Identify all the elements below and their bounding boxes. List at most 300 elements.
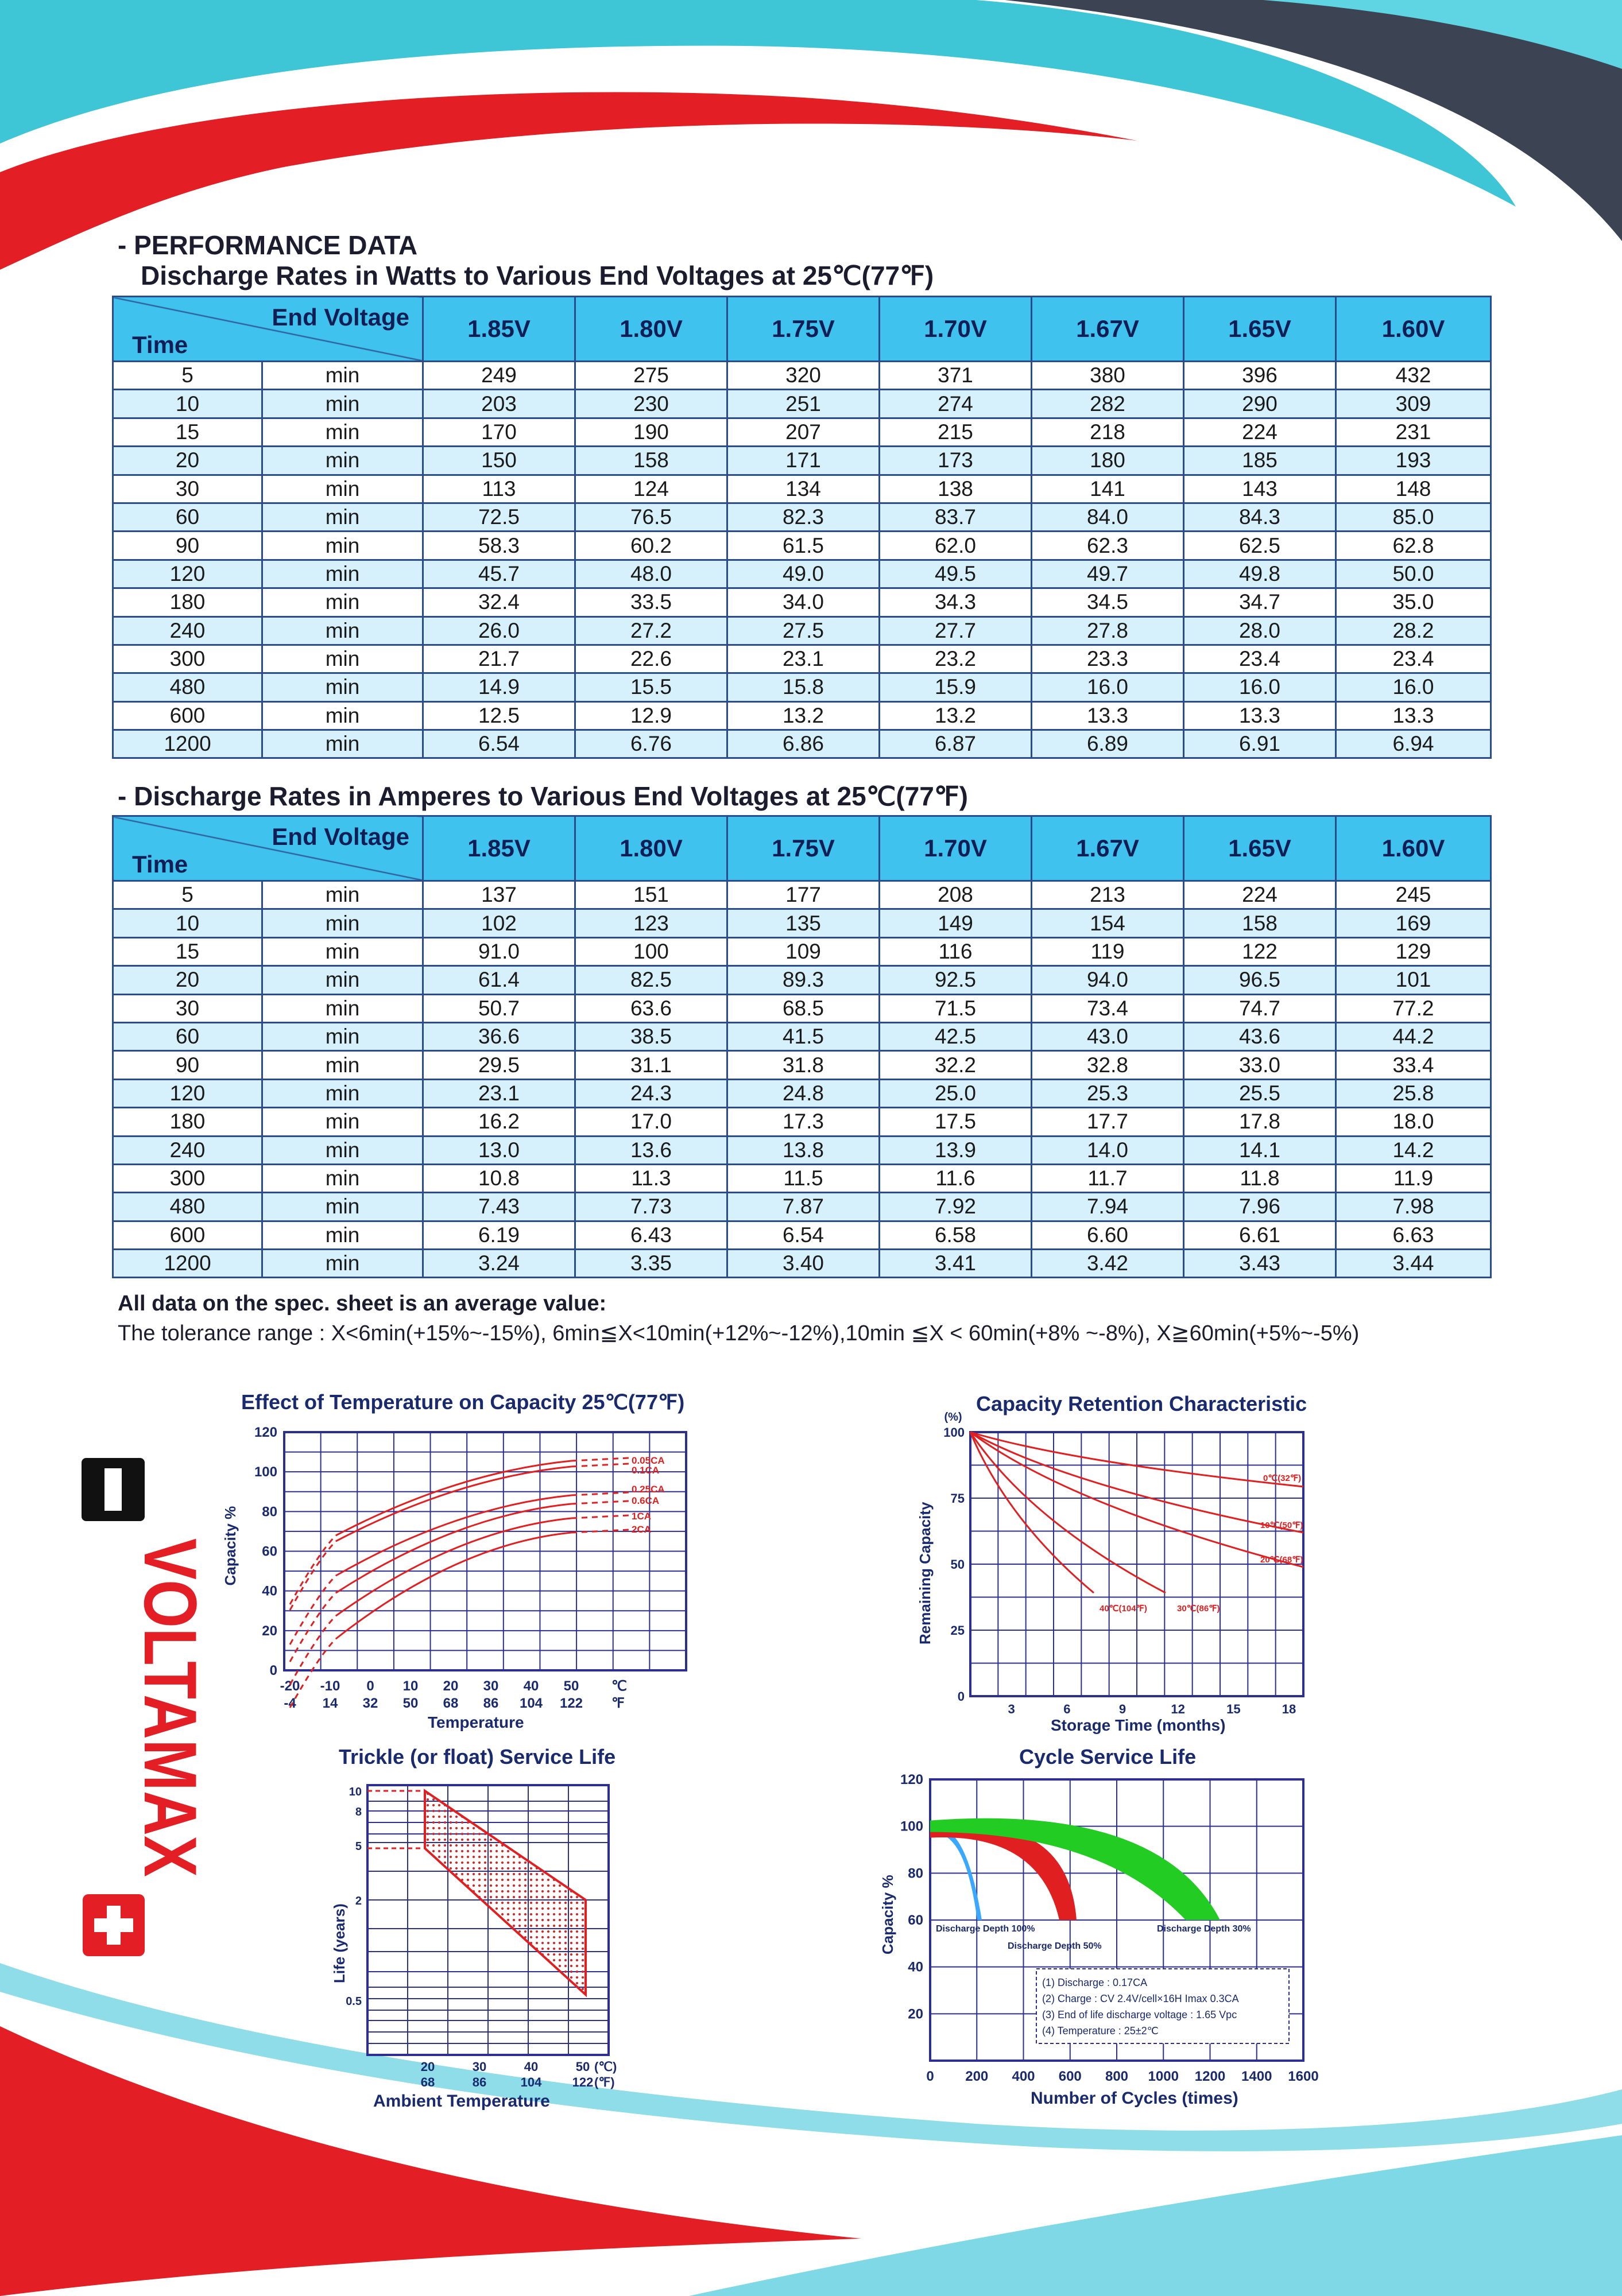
curve-label: 30℃(86℉) bbox=[1177, 1604, 1220, 1614]
value-cell: 10.8 bbox=[423, 1164, 575, 1192]
value-cell: 49.8 bbox=[1184, 560, 1336, 588]
table-row bbox=[113, 362, 1491, 390]
condition-text: (3) End of life discharge voltage : 1.65 Vpc bbox=[1042, 2009, 1237, 2020]
value-cell: 371 bbox=[880, 362, 1032, 390]
brand-name: VOLTAMAX bbox=[129, 1538, 212, 1946]
value-cell: 27.7 bbox=[880, 616, 1032, 645]
tick-label: 25 bbox=[950, 1623, 965, 1638]
tick-label: 86 bbox=[483, 1696, 499, 1711]
value-cell: 32.2 bbox=[880, 1051, 1032, 1079]
value-cell: 91.0 bbox=[423, 937, 575, 965]
tick-label: 5 bbox=[355, 1840, 362, 1853]
value-cell: 43.0 bbox=[1032, 1022, 1184, 1050]
value-cell: 6.89 bbox=[1032, 730, 1184, 758]
value-cell: 50.7 bbox=[423, 994, 575, 1022]
value-cell: 14.9 bbox=[423, 673, 575, 701]
value-cell: 208 bbox=[880, 881, 1032, 909]
tick-label: 0 bbox=[957, 1689, 965, 1704]
value-cell: 27.2 bbox=[575, 616, 727, 645]
depth-label: Discharge Depth 30% bbox=[1157, 1924, 1251, 1934]
value-cell: 28.2 bbox=[1336, 616, 1491, 645]
tick-label: 60 bbox=[908, 1913, 923, 1928]
unit-cell: min bbox=[262, 730, 423, 758]
curve-line bbox=[571, 1464, 629, 1467]
time-cell: 120 bbox=[113, 560, 262, 588]
tick-label: 50 bbox=[575, 2060, 590, 2074]
value-cell: 11.7 bbox=[1032, 1164, 1184, 1192]
tick-label: 20 bbox=[262, 1623, 277, 1639]
unit-cell: min bbox=[262, 1079, 423, 1107]
unit-cell: min bbox=[262, 560, 423, 588]
value-cell: 17.8 bbox=[1184, 1108, 1336, 1136]
value-cell: 96.5 bbox=[1184, 966, 1336, 994]
cycle-curve-100 bbox=[930, 1829, 982, 1920]
tick-label: 40 bbox=[523, 1678, 539, 1694]
value-cell: 62.5 bbox=[1184, 532, 1336, 560]
amps-heading: - Discharge Rates in Amperes to Various End Voltages at 25℃(77℉) bbox=[118, 781, 968, 811]
temperature-chart-title: Effect of Temperature on Capacity 25℃(77℉) bbox=[241, 1390, 685, 1414]
value-cell: 12.9 bbox=[575, 701, 727, 730]
table-row bbox=[113, 1136, 1491, 1164]
value-cell: 6.87 bbox=[880, 730, 1032, 758]
value-cell: 215 bbox=[880, 418, 1032, 446]
value-cell: 17.7 bbox=[1032, 1108, 1184, 1136]
value-cell: 42.5 bbox=[880, 1022, 1032, 1050]
value-cell: 137 bbox=[423, 881, 575, 909]
retention-chart-title: Capacity Retention Characteristic bbox=[976, 1392, 1307, 1415]
unit-cell: min bbox=[262, 616, 423, 645]
value-cell: 13.3 bbox=[1032, 701, 1184, 730]
unit-cell: min bbox=[262, 1136, 423, 1164]
average-note: All data on the spec. sheet is an average value: bbox=[118, 1292, 607, 1316]
value-cell: 6.19 bbox=[423, 1221, 575, 1249]
value-cell: 13.6 bbox=[575, 1136, 727, 1164]
value-cell: 22.6 bbox=[575, 645, 727, 673]
value-cell: 24.8 bbox=[727, 1079, 880, 1107]
axis-label: Capacity % bbox=[879, 1875, 896, 1954]
watts-table bbox=[112, 296, 1492, 759]
cycle-chart bbox=[861, 1768, 1338, 2118]
value-cell: 6.58 bbox=[880, 1221, 1032, 1249]
value-cell: 3.44 bbox=[1336, 1250, 1491, 1278]
unit-cell: min bbox=[262, 994, 423, 1022]
value-cell: 7.73 bbox=[575, 1193, 727, 1221]
table-row bbox=[113, 588, 1491, 616]
value-cell: 380 bbox=[1032, 362, 1184, 390]
unit-cell: min bbox=[262, 1022, 423, 1050]
value-cell: 41.5 bbox=[727, 1022, 880, 1050]
value-cell: 6.86 bbox=[727, 730, 880, 758]
cycle-chart-title: Cycle Service Life bbox=[1019, 1745, 1197, 1768]
unit-label: (%) bbox=[944, 1411, 962, 1424]
curve-label: 0.1CA bbox=[632, 1465, 660, 1476]
tick-label: 32 bbox=[362, 1696, 378, 1711]
depth-label: Discharge Depth 100% bbox=[936, 1924, 1035, 1934]
value-cell: 13.3 bbox=[1184, 701, 1336, 730]
time-cell: 600 bbox=[113, 1221, 262, 1249]
condition-text: (4) Temperature : 25±2℃ bbox=[1042, 2025, 1159, 2037]
value-cell: 180 bbox=[1032, 447, 1184, 475]
unit-cell: min bbox=[262, 1250, 423, 1278]
tick-label: 122 bbox=[572, 2075, 594, 2089]
unit-cell: min bbox=[262, 418, 423, 446]
value-cell: 7.98 bbox=[1336, 1193, 1491, 1221]
value-cell: 6.61 bbox=[1184, 1221, 1336, 1249]
value-cell: 14.1 bbox=[1184, 1136, 1336, 1164]
value-cell: 23.4 bbox=[1184, 645, 1336, 673]
voltage-header: 1.67V bbox=[1032, 816, 1184, 881]
value-cell: 6.54 bbox=[423, 730, 575, 758]
value-cell: 100 bbox=[575, 937, 727, 965]
value-cell: 50.0 bbox=[1336, 560, 1491, 588]
time-cell: 30 bbox=[113, 994, 262, 1022]
value-cell: 13.8 bbox=[727, 1136, 880, 1164]
unit-cell: min bbox=[262, 701, 423, 730]
axis-label: Life (years) bbox=[331, 1903, 348, 1983]
tick-label: 600 bbox=[1058, 2069, 1082, 2084]
value-cell: 16.0 bbox=[1184, 673, 1336, 701]
value-cell: 84.3 bbox=[1184, 503, 1336, 531]
value-cell: 134 bbox=[727, 475, 880, 503]
performance-heading: - PERFORMANCE DATA bbox=[118, 230, 418, 260]
time-cell: 60 bbox=[113, 1022, 262, 1050]
value-cell: 3.41 bbox=[880, 1250, 1032, 1278]
voltage-header: 1.70V bbox=[880, 816, 1032, 881]
tick-label: 50 bbox=[402, 1696, 419, 1711]
tick-label: 80 bbox=[908, 1865, 923, 1882]
value-cell: 23.3 bbox=[1032, 645, 1184, 673]
time-cell: 15 bbox=[113, 937, 262, 965]
time-cell: 20 bbox=[113, 447, 262, 475]
tick-label: 30 bbox=[472, 2060, 487, 2074]
value-cell: 224 bbox=[1184, 418, 1336, 446]
value-cell: 45.7 bbox=[423, 560, 575, 588]
value-cell: 6.60 bbox=[1032, 1221, 1184, 1249]
value-cell: 28.0 bbox=[1184, 616, 1336, 645]
value-cell: 203 bbox=[423, 390, 575, 418]
tick-label: 400 bbox=[1012, 2069, 1035, 2084]
value-cell: 60.2 bbox=[575, 532, 727, 560]
value-cell: 16.2 bbox=[423, 1108, 575, 1136]
table-row bbox=[113, 881, 1491, 909]
time-cell: 60 bbox=[113, 503, 262, 531]
axis-label: Remaining Capacity bbox=[916, 1502, 934, 1645]
value-cell: 101 bbox=[1336, 966, 1491, 994]
value-cell: 16.0 bbox=[1336, 673, 1491, 701]
value-cell: 274 bbox=[880, 390, 1032, 418]
unit-cell: min bbox=[262, 881, 423, 909]
table-row bbox=[113, 1022, 1491, 1050]
value-cell: 33.5 bbox=[575, 588, 727, 616]
value-cell: 3.40 bbox=[727, 1250, 880, 1278]
voltage-header: 1.75V bbox=[727, 297, 880, 362]
value-cell: 3.43 bbox=[1184, 1250, 1336, 1278]
time-cell: 300 bbox=[113, 1164, 262, 1192]
tick-label: 20 bbox=[908, 2006, 923, 2022]
value-cell: 245 bbox=[1336, 881, 1491, 909]
table-row bbox=[113, 1221, 1491, 1249]
value-cell: 73.4 bbox=[1032, 994, 1184, 1022]
value-cell: 71.5 bbox=[880, 994, 1032, 1022]
value-cell: 48.0 bbox=[575, 560, 727, 588]
tick-label: 10 bbox=[349, 1786, 362, 1798]
time-cell: 90 bbox=[113, 1051, 262, 1079]
axis-label: Storage Time (months) bbox=[1051, 1716, 1226, 1734]
curve-label: 0.05CA bbox=[632, 1455, 665, 1466]
value-cell: 29.5 bbox=[423, 1051, 575, 1079]
header-corner bbox=[113, 297, 423, 362]
value-cell: 230 bbox=[575, 390, 727, 418]
value-cell: 49.0 bbox=[727, 560, 880, 588]
axis-label: Capacity % bbox=[222, 1506, 239, 1586]
value-cell: 173 bbox=[880, 447, 1032, 475]
value-cell: 154 bbox=[1032, 909, 1184, 937]
value-cell: 102 bbox=[423, 909, 575, 937]
tick-label: 50 bbox=[950, 1557, 965, 1572]
value-cell: 43.6 bbox=[1184, 1022, 1336, 1050]
table-row bbox=[113, 673, 1491, 701]
curve-line bbox=[571, 1458, 629, 1461]
tick-label: 0.5 bbox=[346, 1995, 362, 2008]
voltage-header: 1.60V bbox=[1336, 816, 1491, 881]
value-cell: 63.6 bbox=[575, 994, 727, 1022]
value-cell: 24.3 bbox=[575, 1079, 727, 1107]
value-cell: 13.0 bbox=[423, 1136, 575, 1164]
unit-cell: min bbox=[262, 673, 423, 701]
tick-label: 2 bbox=[355, 1895, 362, 1907]
tick-label: 100 bbox=[254, 1464, 277, 1480]
value-cell: 141 bbox=[1032, 475, 1184, 503]
value-cell: 290 bbox=[1184, 390, 1336, 418]
value-cell: 35.0 bbox=[1336, 588, 1491, 616]
tick-label: 20 bbox=[443, 1678, 459, 1694]
time-cell: 240 bbox=[113, 1136, 262, 1164]
watts-heading: Discharge Rates in Watts to Various End Voltages at 25℃(77℉) bbox=[141, 261, 934, 290]
value-cell: 309 bbox=[1336, 390, 1491, 418]
tick-label: 120 bbox=[254, 1425, 277, 1440]
curve-line bbox=[290, 1593, 336, 1662]
value-cell: 21.7 bbox=[423, 645, 575, 673]
tick-label: 8 bbox=[355, 1806, 362, 1818]
tick-label: 60 bbox=[262, 1543, 277, 1560]
value-cell: 17.3 bbox=[727, 1108, 880, 1136]
table-row bbox=[113, 730, 1491, 758]
value-cell: 61.4 bbox=[423, 966, 575, 994]
table-row bbox=[113, 447, 1491, 475]
value-cell: 18.0 bbox=[1336, 1108, 1491, 1136]
tick-label: 800 bbox=[1105, 2069, 1129, 2084]
value-cell: 3.35 bbox=[575, 1250, 727, 1278]
tick-label: 14 bbox=[322, 1696, 338, 1711]
value-cell: 38.5 bbox=[575, 1022, 727, 1050]
value-cell: 6.43 bbox=[575, 1221, 727, 1249]
value-cell: 31.1 bbox=[575, 1051, 727, 1079]
value-cell: 143 bbox=[1184, 475, 1336, 503]
axis-label: Ambient Temperature bbox=[373, 2092, 550, 2111]
time-cell: 180 bbox=[113, 1108, 262, 1136]
unit-cell: min bbox=[262, 475, 423, 503]
unit-cell: min bbox=[262, 1051, 423, 1079]
value-cell: 190 bbox=[575, 418, 727, 446]
tick-label: 40 bbox=[262, 1583, 277, 1599]
table-row bbox=[113, 1250, 1491, 1278]
value-cell: 25.0 bbox=[880, 1079, 1032, 1107]
value-cell: 218 bbox=[1032, 418, 1184, 446]
tick-label: 50 bbox=[563, 1678, 579, 1694]
voltage-header: 1.85V bbox=[423, 816, 575, 881]
axis-label: Number of Cycles (times) bbox=[1031, 2089, 1238, 2108]
value-cell: 207 bbox=[727, 418, 880, 446]
time-cell: 1200 bbox=[113, 1250, 262, 1278]
curve-line bbox=[336, 1495, 571, 1576]
value-cell: 109 bbox=[727, 937, 880, 965]
voltage-header: 1.80V bbox=[575, 297, 727, 362]
time-cell: 5 bbox=[113, 881, 262, 909]
value-cell: 3.24 bbox=[423, 1250, 575, 1278]
time-cell: 480 bbox=[113, 673, 262, 701]
value-cell: 26.0 bbox=[423, 616, 575, 645]
value-cell: 7.94 bbox=[1032, 1193, 1184, 1221]
value-cell: 23.4 bbox=[1336, 645, 1491, 673]
value-cell: 3.42 bbox=[1032, 1250, 1184, 1278]
value-cell: 25.8 bbox=[1336, 1079, 1491, 1107]
value-cell: 7.96 bbox=[1184, 1193, 1336, 1221]
curve-line bbox=[336, 1467, 571, 1541]
time-label: Time bbox=[132, 851, 188, 878]
tick-label: 10 bbox=[402, 1678, 419, 1694]
tick-label: 1600 bbox=[1288, 2069, 1319, 2084]
curve-line bbox=[571, 1501, 629, 1504]
value-cell: 25.3 bbox=[1032, 1079, 1184, 1107]
value-cell: 231 bbox=[1336, 418, 1491, 446]
value-cell: 7.92 bbox=[880, 1193, 1032, 1221]
tick-label: 30 bbox=[483, 1678, 499, 1694]
value-cell: 251 bbox=[727, 390, 880, 418]
value-cell: 249 bbox=[423, 362, 575, 390]
curve-label: 2CA bbox=[632, 1524, 652, 1535]
value-cell: 34.0 bbox=[727, 588, 880, 616]
value-cell: 11.5 bbox=[727, 1164, 880, 1192]
time-cell: 20 bbox=[113, 966, 262, 994]
value-cell: 17.5 bbox=[880, 1108, 1032, 1136]
value-cell: 11.6 bbox=[880, 1164, 1032, 1192]
value-cell: 82.5 bbox=[575, 966, 727, 994]
value-cell: 151 bbox=[575, 881, 727, 909]
value-cell: 15.8 bbox=[727, 673, 880, 701]
tick-label: -4 bbox=[284, 1696, 296, 1711]
table-row bbox=[113, 701, 1491, 730]
value-cell: 123 bbox=[575, 909, 727, 937]
value-cell: 6.54 bbox=[727, 1221, 880, 1249]
curve-label: 1CA bbox=[632, 1511, 652, 1522]
unit-label: ℃ bbox=[611, 1678, 627, 1694]
unit-cell: min bbox=[262, 966, 423, 994]
tick-label: 40 bbox=[908, 1959, 923, 1975]
unit-cell: min bbox=[262, 1193, 423, 1221]
table-row bbox=[113, 994, 1491, 1022]
value-cell: 33.0 bbox=[1184, 1051, 1336, 1079]
unit-label: ℉ bbox=[611, 1696, 625, 1711]
end-voltage-label: End Voltage bbox=[272, 823, 409, 850]
table-row bbox=[113, 1051, 1491, 1079]
table-row bbox=[113, 418, 1491, 446]
curve-label: 0℃(32℉) bbox=[1263, 1473, 1302, 1483]
value-cell: 15.5 bbox=[575, 673, 727, 701]
value-cell: 94.0 bbox=[1032, 966, 1184, 994]
voltage-header: 1.60V bbox=[1336, 297, 1491, 362]
table-row bbox=[113, 390, 1491, 418]
value-cell: 34.7 bbox=[1184, 588, 1336, 616]
depth-label: Discharge Depth 50% bbox=[1008, 1941, 1102, 1951]
value-cell: 25.5 bbox=[1184, 1079, 1336, 1107]
value-cell: 177 bbox=[727, 881, 880, 909]
table-row bbox=[113, 1193, 1491, 1221]
value-cell: 148 bbox=[1336, 475, 1491, 503]
value-cell: 32.8 bbox=[1032, 1051, 1184, 1079]
value-cell: 138 bbox=[880, 475, 1032, 503]
table-row bbox=[113, 532, 1491, 560]
value-cell: 11.3 bbox=[575, 1164, 727, 1192]
value-cell: 49.5 bbox=[880, 560, 1032, 588]
value-cell: 158 bbox=[575, 447, 727, 475]
value-cell: 72.5 bbox=[423, 503, 575, 531]
tick-label: 122 bbox=[559, 1696, 583, 1711]
value-cell: 32.4 bbox=[423, 588, 575, 616]
value-cell: 14.0 bbox=[1032, 1136, 1184, 1164]
table-row bbox=[113, 616, 1491, 645]
table-row bbox=[113, 1079, 1491, 1107]
value-cell: 13.2 bbox=[880, 701, 1032, 730]
table-row bbox=[113, 909, 1491, 937]
unit-label: (℉) bbox=[594, 2075, 615, 2089]
unit-label: (℃) bbox=[594, 2060, 617, 2074]
time-cell: 120 bbox=[113, 1079, 262, 1107]
time-cell: 10 bbox=[113, 390, 262, 418]
tick-label: 1000 bbox=[1148, 2069, 1179, 2084]
voltage-header: 1.67V bbox=[1032, 297, 1184, 362]
value-cell: 23.1 bbox=[727, 645, 880, 673]
table-row bbox=[113, 475, 1491, 503]
tick-label: 68 bbox=[420, 2075, 435, 2089]
value-cell: 16.0 bbox=[1032, 673, 1184, 701]
value-cell: 320 bbox=[727, 362, 880, 390]
tick-label: 68 bbox=[443, 1696, 459, 1711]
time-cell: 1200 bbox=[113, 730, 262, 758]
voltage-header: 1.75V bbox=[727, 816, 880, 881]
value-cell: 31.8 bbox=[727, 1051, 880, 1079]
value-cell: 23.2 bbox=[880, 645, 1032, 673]
tick-label: 15 bbox=[1226, 1702, 1241, 1716]
curve-line bbox=[290, 1576, 336, 1645]
value-cell: 213 bbox=[1032, 881, 1184, 909]
time-cell: 15 bbox=[113, 418, 262, 446]
value-cell: 11.9 bbox=[1336, 1164, 1491, 1192]
value-cell: 282 bbox=[1032, 390, 1184, 418]
value-cell: 170 bbox=[423, 418, 575, 446]
table-row bbox=[113, 1108, 1491, 1136]
value-cell: 49.7 bbox=[1032, 560, 1184, 588]
value-cell: 14.2 bbox=[1336, 1136, 1491, 1164]
value-cell: 7.87 bbox=[727, 1193, 880, 1221]
tick-label: -10 bbox=[320, 1678, 340, 1694]
end-voltage-label: End Voltage bbox=[272, 304, 409, 331]
curve-label: 0.25CA bbox=[632, 1484, 665, 1495]
curve-label: 20℃(68℉) bbox=[1260, 1555, 1303, 1565]
curve-label: 40℃(104℉) bbox=[1100, 1604, 1147, 1614]
voltage-header: 1.65V bbox=[1184, 816, 1336, 881]
value-cell: 17.0 bbox=[575, 1108, 727, 1136]
time-label: Time bbox=[132, 331, 188, 358]
